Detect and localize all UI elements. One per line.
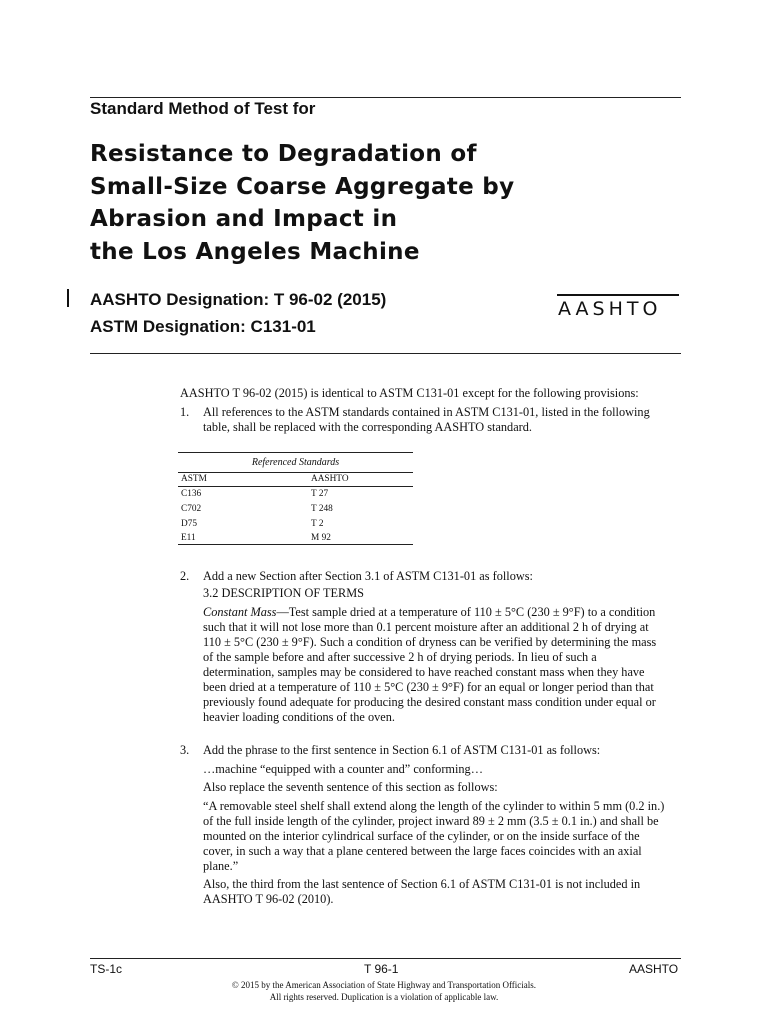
item3-quote-line: of the full inside length of the cylinder, project inward 89 ± 2 mm (3.5 ± 0.1 in.) and shall be (203, 814, 659, 828)
table-bottom-rule (178, 544, 413, 545)
definition-text: —Test sample dried at a temperature of 110 ± 5°C (230 ± 9°F) to a condition (276, 605, 656, 619)
definition-line: such that it will not lose more than 0.1 percent moisture after an additional 2 h of drying at (203, 620, 649, 634)
aashto-designation: AASHTO Designation: T 96-02 (2015) (90, 290, 387, 309)
definition-line: of the sample before and after successive 2 h of drying periods. In lieu of such a (203, 650, 597, 664)
title-line: Resistance to Degradation of (90, 141, 477, 167)
intro-paragraph: AASHTO T 96-02 (2015) is identical to ASTM C131-01 except for the following provisions: (180, 386, 639, 400)
item3-quote-line: “A removable steel shelf shall extend along the length of the cylinder to within 5 mm (0.2 in.) (203, 799, 665, 813)
item2-lead: Add a new Section after Section 3.1 of ASTM C131-01 as follows: (203, 569, 533, 583)
item-number: 1. (180, 405, 190, 419)
definition-line: been dried at a temperature of 110 ± 5°C (230 ± 9°F) for an equal or longer period than that (203, 680, 654, 694)
item-number: 2. (180, 569, 190, 583)
top-rule (90, 97, 681, 98)
section-heading: 3.2 DESCRIPTION OF TERMS (203, 586, 365, 600)
table-cell: D75 (181, 519, 198, 529)
aashto-logo (557, 294, 679, 320)
table-cell: T 27 (311, 489, 329, 499)
footer-rule (90, 958, 681, 959)
table-cell: T 2 (311, 519, 324, 529)
astm-designation: ASTM Designation: C131-01 (90, 317, 316, 336)
item3-line: …machine “equipped with a counter and” conforming… (203, 762, 484, 776)
definition-line: previously found adequate for producing the desired constant mass condition under equal or (203, 695, 656, 709)
item3-quote-line: plane.” (203, 859, 239, 873)
table-top-rule (178, 452, 413, 453)
title-line: Small-Size Coarse Aggregate by (90, 173, 515, 200)
revision-change-bar (67, 289, 69, 307)
footer-section-code: TS-1c (90, 962, 123, 976)
table-cell: E11 (181, 533, 196, 543)
item1-line: table, shall be replaced with the corresponding AASHTO standard. (203, 420, 532, 434)
item3-line: AASHTO T 96-02 (2010). (203, 892, 334, 906)
table-header-aashto: AASHTO (311, 474, 349, 484)
table-header-astm: ASTM (181, 474, 207, 484)
definition-first-line (203, 605, 655, 620)
definition-line: 110 ± 5°C (230 ± 9°F). Such a condition of dryness can be verified by determining the mass (203, 635, 657, 649)
document-kicker: Standard Method of Test for (90, 99, 316, 118)
table-cell: C702 (181, 504, 202, 514)
footer-page-number: T 96-1 (364, 962, 399, 976)
copyright-line: All rights reserved. Duplication is a violation of applicable law. (269, 992, 499, 1002)
item1-line: All references to the ASTM standards contained in ASTM C131-01, listed in the following (203, 405, 650, 419)
table-cell: T 248 (311, 504, 333, 514)
logo-bar (557, 294, 679, 296)
table-cell: M 92 (311, 533, 331, 543)
item-number: 3. (180, 743, 190, 757)
table-header-rule (178, 486, 413, 487)
table-caption: Referenced Standards (251, 457, 340, 468)
definition-line: determination, samples may be considered to have reached constant mass when they have (203, 665, 645, 679)
item3-line: Add the phrase to the first sentence in Section 6.1 of ASTM C131-01 as follows: (203, 743, 601, 757)
definition-line: heavier loading conditions of the oven. (203, 710, 395, 724)
footer-publisher: AASHTO (629, 962, 679, 976)
copyright-line: © 2015 by the American Association of State Highway and Transportation Officials. (231, 980, 537, 990)
title-line: Abrasion and Impact in (90, 206, 398, 232)
table-cell: C136 (181, 489, 202, 499)
logo-text: AASHTO (558, 298, 662, 320)
table-caption-rule (178, 472, 413, 473)
header-bottom-rule (90, 353, 681, 354)
title-line: the Los Angeles Machine (90, 238, 420, 265)
defined-term: Constant Mass (203, 605, 277, 619)
document-title (90, 138, 514, 268)
item3-quote-line: cover, in such a way that a plane centered between the large faces coincides with an axial (203, 844, 642, 858)
item3-line: Also replace the seventh sentence of this section as follows: (203, 780, 498, 794)
item3-quote-line: mounted on the interior cylindrical surface of the cylinder, or on the inside surface of the (203, 829, 640, 843)
item3-line: Also, the third from the last sentence of Section 6.1 of ASTM C131-01 is not included in (203, 877, 641, 891)
